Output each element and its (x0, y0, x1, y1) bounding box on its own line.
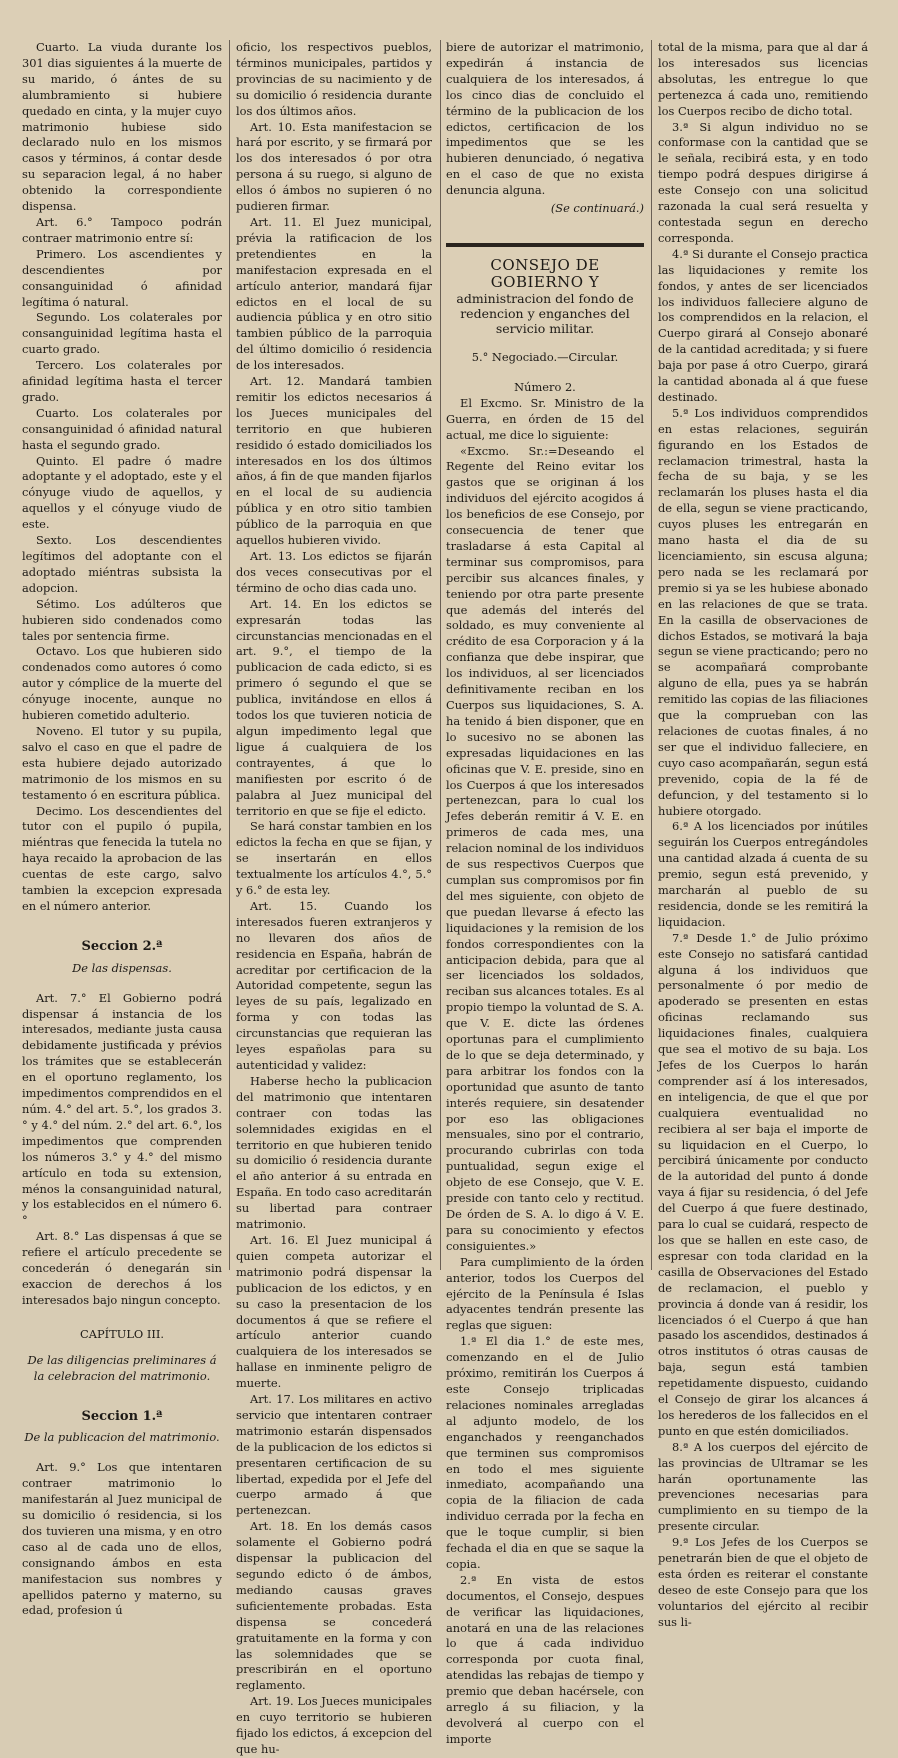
paragraph: 4.ª Si durante el Consejo practica las liquidaciones y remite los fondos, y antes de ser licenciados los individuos falleciere alguno de los comprendidos en la relacion, el Cuerpo girará al Consejo abonaré de la cantidad acreditada; y si fuere baja por pase á otro Cuerpo, girará la cantidad abonada al á que fuese destinado. (658, 246, 868, 404)
paragraph: Octavo. Los que hubieren sido condenados como autores ó como autor y cómplice de la muerte del cónyuge inocente, aunque no hubieren cometido adulterio. (22, 644, 222, 723)
chapter-subtitle: De las diligencias preliminares á la celebracion del matrimonio. (27, 1352, 217, 1383)
paragraph: 6.ª A los licenciados por inútiles seguirán los Cuerpos entregándoles una cantidad alzada á cuenta de su premio, segun está prevenido, y marcharán al pueblo de su residencia, donde se les remitirá la liquidacion. (658, 819, 868, 929)
column-rule (440, 40, 441, 1270)
paragraph: 9.ª Los Jefes de los Cuerpos se penetrarán bien de que el objeto de esta órden es reiterar el constante deseo de este Consejo para que los voluntarios del ejército al recibir sus li- (658, 1535, 868, 1629)
paragraph: total de la misma, para que al dar á los interesados sus licencias absolutas, les entregue lo que pertenezca á cada uno, remitiendo los Cuerpos recibo de dicho total. (658, 40, 868, 118)
paragraph: Cuarto. La viuda durante los 301 dias siguientes á la muerte de su marido, ó ántes de su alumbramiento si hubiere quedado en cinta, y la mujer cuyo matrimonio hubiese sido declarado nulo en los mismos casos y términos, á contar desde su separacion legal, á no haber obtenido la correspondiente dispensa. (22, 40, 222, 214)
paragraph: Sexto. Los descendientes legítimos del adoptante con el adoptado miéntras subsista la adopcion. (22, 533, 222, 595)
paragraph: 7.ª Desde 1.° de Julio próximo este Consejo no satisfará cantidad alguna á los individuos que personalmente ó por medio de apoderado se presenten en estas oficinas reclamando sus liquidaciones finales, cualquiera que sea el motivo de su baja. Los Jefes de los Cuerpos lo harán comprender así á los interesados, en inteligencia, de que el que por cualquiera eventualidad no recibiera al ser baja el importe de su liquidacion en el Cuerpo, lo percibirá únicamente por conducto de la autoridad del punto á donde vaya á fijar su residencia, ó del Jefe del Cuerpo á que fuere destinado, para lo cual se cuidará, respecto de los que se hallen en este caso, de espresar con toda claridad en la casilla de Observaciones del Estado de reclamacion, el pueblo y provincia á donde van á residir, los licenciados ó el Cuerpo á que han pasado los ascendidos, destinados á otros institutos ó otras causas de baja, segun está tambien repetidamente dispuesto, cuidando el Consejo de girar los alcances á los herederos de los fallecidos en el punto en que estén domiciliados. (658, 930, 868, 1438)
section-heading: Seccion 1.ª (81, 1408, 163, 1424)
paragraph: Art. 17. Los militares en activo servicio que intentaren contraer matrimonio estarán dispensados de la publicacion de los edictos si presentaren certificacion de su libertad, expedida por el Jefe del cuerpo armado á que pertenezcan. (236, 1392, 432, 1518)
paragraph: Art. 10. Esta manifestacion se hará por escrito, y se firmará por los dos interesados ó por otra persona á su ruego, si alguno de ellos ó ámbos no supieren ó no pudieren firmar. (236, 119, 432, 214)
paragraph: Art. 19. Los Jueces municipales en cuyo territorio se hubieren fijado los edictos, á excepcion del que hu- (236, 1694, 432, 1756)
paragraph: Art. 7.° El Gobierno podrá dispensar á instancia de los interesados, mediante justa causa debidamente justificada y prévios los trámites que se establecerán en el oportuno reglamento, los impedimentos comprendidos en el núm. 4.° del art. 5.°, los grados 3.° y 4.° del núm. 2.° del art. 6.°, los impedimentos que comprenden los números 3.° y 4.° del mismo artículo en toda su extension, ménos la consanguinidad natural, y los establecidos en el número 6.° (22, 990, 222, 1228)
notice-title: CONSEJO DE GOBIERNO Y (490, 255, 600, 291)
paragraph: 5.ª Los individuos comprendidos en estas relaciones, seguirán figurando en los Estados de reclamacion trimestral, hasta la fecha de su baja, y se les reclamarán los pluses hasta el dia de ella, segun se viene practicando, cuyos pluses les entregarán en mano hasta el dia de su licenciamiento, sin escusa alguna; pero nada se les reclamará por premio si ya se les hubiese abonado en las relaciones de que se trata. En la casilla de observaciones de dichos Estados, se motivará la baja segun se viene practicando; pero no se acompañará comprobante alguno de ella, pues ya se habrán remitido las copias de las filiaciones que la comprueban con las relaciones de cuotas finales, á no ser que el individuo falleciere, en cuyo caso acompañarán, segun está prevenido, copia de la fé de defuncion, y del testamento si lo hubiere otorgado. (658, 405, 868, 818)
paragraph: Cuarto. Los colaterales por consanguinidad ó afinidad natural hasta el segundo grado. (22, 405, 222, 452)
section-subtitle: De las dispensas. (72, 960, 172, 975)
paragraph: El Excmo. Sr. Ministro de la Guerra, en órden de 15 del actual, me dice lo siguiente: (446, 395, 644, 442)
paragraph: Art. 9.° Los que intentaren contraer matrimonio lo manifestarán al Juez municipal de su domicilio ó residencia, si los dos tuvieren una misma, y en otro caso al de cada uno de ellos, consignando ámbos en esta manifestacion sus nombres y apellidos paterno y materno, su edad, profesion ú (22, 1460, 222, 1618)
paragraph: Noveno. El tutor y su pupila, salvo el caso en que el padre de esta hubiere dejado autorizado matrimonio de los mismos en su testamento ó en escritura pública. (22, 723, 222, 802)
paragraph: Se hará constar tambien en los edictos la fecha en que se fijan, y se insertarán en ellos textualmente los artículos 4.°, 5.° y 6.° de esta ley. (236, 819, 432, 898)
paragraph: Quinto. El padre ó madre adoptante y el adoptado, este y el cónyuge viudo de aquellos, y aquellos y el cónyuge viudo de este. (22, 453, 222, 532)
column-2 (236, 40, 432, 1756)
column-rule (229, 40, 230, 1270)
paragraph: Art. 6.° Tampoco podrán contraer matrimonio entre sí: (22, 214, 222, 245)
paragraph: Art. 11. El Juez municipal, prévia la ratificacion de los pretendientes en la manifestacion expresada en el artículo anterior, mandará fijar edictos en el local de su audiencia pública y en otro sitio tambien público de la parroquia del último domicilio ó residencia de los interesados. (236, 214, 432, 373)
paragraph: Tercero. Los colaterales por afinidad legítima hasta el tercer grado. (22, 358, 222, 404)
paragraph: oficio, los respectivos pueblos, términos municipales, partidos y provincias de su nacimiento y de su domicilio ó residencia durante los dos últimos años. (236, 40, 432, 118)
continuation-note: (Se continuará.) (550, 201, 644, 216)
section-subtitle: De la publicacion del matrimonio. (24, 1430, 220, 1445)
paragraph: Art. 14. En los edictos se expresarán todas las circunstancias mencionadas en el art. 9.°, el tiempo de la publicacion de cada edicto, si es primero ó segundo el que se publica, invitándose en ellos á todos los que tuvieren noticia de algun impedimento legal que ligue á cualquiera de los contrayentes, á que lo manifiesten por escrito ó de palabra al Juez municipal del territorio en que se fije el edicto. (236, 596, 432, 818)
notice-subtitle: administracion del fondo de redencion y enganches del servicio militar. (456, 290, 634, 336)
paragraph: 8.ª A los cuerpos del ejército de las provincias de Ultramar se les harán oportunamente las prevenciones necesarias para cumplimiento en su tiempo de la presente circular. (658, 1439, 868, 1534)
column-4 (658, 40, 868, 1629)
section-heading: Seccion 2.ª (81, 938, 163, 954)
circular-number: Número 2. (514, 379, 576, 394)
paragraph: Art. 15. Cuando los interesados fueren extranjeros y no llevaren dos años de residencia en España, habrán de acreditar por certificacion de la Autoridad competente, segun las leyes de su país, legalizado en forma y con todas las circunstancias que requieran las leyes españolas para su autenticidad y validez: (236, 898, 432, 1072)
paragraph: 3.ª Si algun individuo no se conformase con la cantidad que se le señala, recibirá esta, y en todo tiempo podrá despues dirigirse á este Consejo con una solicitud razonada la cual será resuelta y contestada segun en derecho corresponda. (658, 119, 868, 245)
chapter-heading: CAPÍTULO III. (80, 1326, 164, 1341)
paragraph: Primero. Los ascendientes y descendientes por consanguinidad ó afinidad legítima ó natural. (22, 246, 222, 309)
paragraph: Decimo. Los descendientes del tutor con el pupilo ó pupila, miéntras que fenecida la tutela no haya recaido la aprobacion de las cuentas de este cargo, salvo tambien la excepcion expresada en el número anterior. (22, 803, 222, 913)
column-1 (22, 40, 222, 1618)
column-3 (446, 40, 644, 1746)
negociado-label: 5.° Negociado.—Circular. (471, 349, 619, 364)
paragraph: Art. 12. Mandará tambien remitir los edictos necesarios á los Jueces municipales del territorio en que hubieren residido ó estado domiciliados los interesados en los dos últimos años, á fin de que manden fijarlos en el local de su audiencia pública y en otro sitio tambien público de la parroquia en que aquellos hubieren vivido. (236, 374, 432, 548)
paragraph: Haberse hecho la publicacion del matrimonio que intentaren contraer con todas las solemnidades exigidas en el territorio en que hubieren tenido su domicilio ó residencia durante el año anterior á su entrada en España. En todo caso acreditarán su libertad para contraer matrimonio. (236, 1073, 432, 1232)
paragraph: Sétimo. Los adúlteros que hubieren sido condenados como tales por sentencia firme. (22, 596, 222, 643)
paragraph: 1.ª El dia 1.° de este mes, comenzando en el de Julio próximo, remitirán los Cuerpos á este Consejo triplicadas relaciones nominales arregladas al adjunto modelo, de los enganchados y reenganchados que terminen sus compromisos en todo el mes siguiente inmediato, acompañando una copia de la filiacion de cada individuo cerrada por la fecha en que le toque cumplir, si bien fechada el dia en que se saque la copia. (446, 1334, 644, 1571)
paragraph: biere de autorizar el matrimonio, expedirán á instancia de cualquiera de los interesados, á los cinco dias de concluido el término de la publicacion de los edictos, certificacion de los impedimentos que se les hubieren denunciado, ó negativa en el caso de que no exista denuncia alguna. (446, 40, 644, 198)
column-rule (651, 40, 652, 1270)
paragraph: 2.ª En vista de estos documentos, el Consejo, despues de verificar las liquidaciones, anotará en una de las relaciones lo que á cada individuo corresponda por cuota final, atendidas las rebajas de tiempo y premio que deban hacérsele, con arreglo á su filiacion, y la devolverá al cuerpo con el importe (446, 1572, 644, 1746)
paragraph: Art. 18. En los demás casos solamente el Gobierno podrá dispensar la publicacion del segundo edicto ó de ámbos, mediando causas graves suficientemente probadas. Esta dispensa se concederá gratuitamente en la forma y con las solemnidades que se prescribirán en el oportuno reglamento. (236, 1519, 432, 1693)
paragraph: Segundo. Los colaterales por consanguinidad legítima hasta el cuarto grado. (22, 310, 222, 357)
section-divider (446, 243, 644, 247)
paragraph: «Excmo. Sr.:=Deseando el Regente del Reino evitar los gastos que se originan á los individuos del ejército acogidos á los beneficios de ese Consejo, por consecuencia de tener que trasladarse á esta Capital al terminar sus compromisos, para percibir sus alcances finales, y teniendo por otra parte presente que además del interés del soldado, es muy conveniente al crédito de esa Corporacion y á la confianza que debe inspirar, que los individuos, al ser licenciados definitivamente reciban en los Cuerpos sus liquidaciones, S. A. ha tenido á bien disponer, que en lo sucesivo no se abonen las expresadas liquidaciones en las oficinas que V. E. preside, sino en los Cuerpos á que los interesados pertenezcan, para lo cual los Jefes deberán remitir á V. E. en primeros de cada mes, una relacion nominal de los individuos de sus respectivos Cuerpos que cumplan sus compromisos por fin del mes siguiente, con objeto de que puedan llevarse á efecto las liquidaciones y la remision de los fondos correspondientes con la anticipacion debida, para que al ser licenciados los soldados, reciban sus alcances totales. Es al propio tiempo la voluntad de S. A. que V. E. dicte las órdenes oportunas para el cumplimiento de lo que se deja determinado, y para arbitrar los fondos con la oportunidad que asunto de tanto interés requiere, sin desatender por eso las obligaciones mensuales, sino por el contrario, procurando cubrirlas con toda puntualidad, segun exige el objeto de ese Consejo, que V. E. preside con tanto celo y rectitud. De órden de S. A. lo digo á V. E. para su conocimiento y efectos consiguientes.» (446, 443, 644, 1253)
paragraph: Art. 13. Los edictos se fijarán dos veces consecutivas por el término de ocho dias cada uno. (236, 549, 432, 595)
paragraph: Art. 8.° Las dispensas á que se refiere el artículo precedente se concederán ó denegarán sin exaccion de derechos á los interesados bajo ningun concepto. (22, 1229, 222, 1307)
paragraph: Art. 16. El Juez municipal á quien competa autorizar el matrimonio podrá dispensar la publicacion de los edictos, y en su caso la presentacion de los documentos á que se refiere el artículo anterior cuando cualquiera de los interesados se hallase en inminente peligro de muerte. (236, 1232, 432, 1391)
paragraph: Para cumplimiento de la órden anterior, todos los Cuerpos del ejército de la Península é Islas adyacentes tendrán presente las reglas que siguen: (446, 1254, 644, 1333)
